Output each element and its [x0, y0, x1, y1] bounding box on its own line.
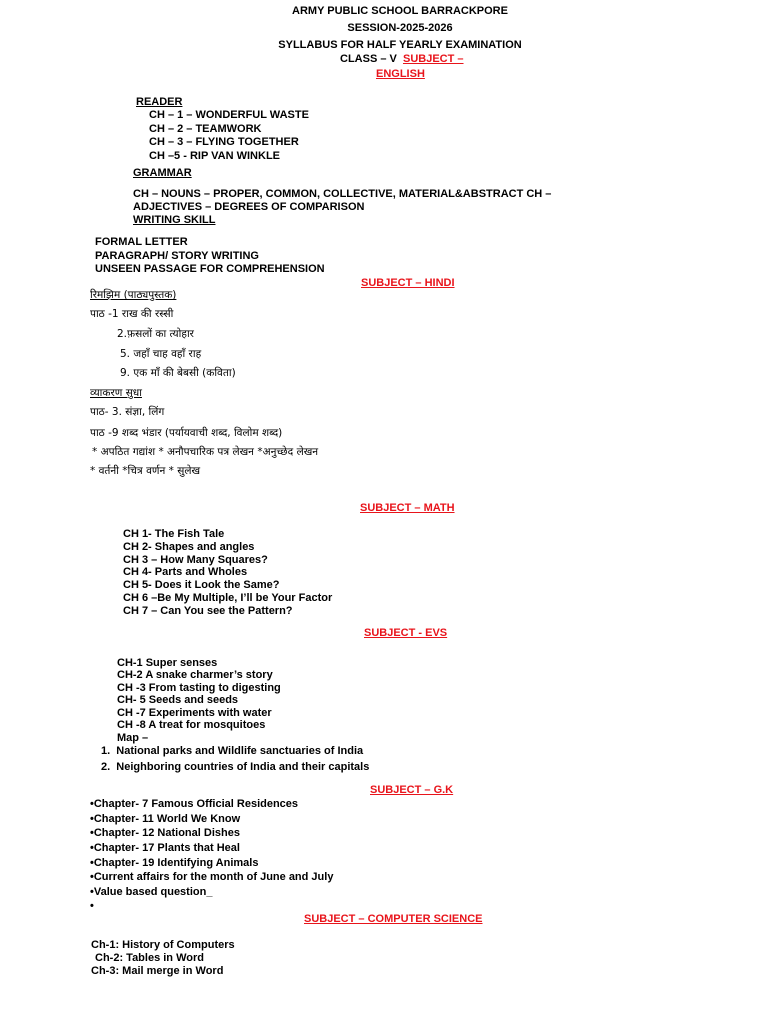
writing-item: FORMAL LETTER	[95, 236, 188, 248]
bullet-icon: •	[90, 900, 94, 912]
evs-chapter: CH-1 Super senses	[117, 657, 218, 669]
subject-computer-heading: SUBJECT – COMPUTER SCIENCE	[304, 913, 483, 925]
evs-map-item-text: Neighboring countries of India and their capitals	[116, 761, 370, 773]
gk-item	[90, 886, 212, 899]
evs-map-item: 2. Neighboring countries of India and their capitals	[101, 761, 370, 773]
bullet-icon: •	[90, 857, 94, 869]
grammar-heading: GRAMMAR	[133, 167, 192, 179]
subject-evs-heading: SUBJECT - EVS	[364, 627, 448, 639]
bullet-icon: •	[90, 813, 94, 825]
hindi-lesson: 9. एक माँ की बेबसी (कविता)	[120, 367, 236, 379]
evs-map-item: 1. National parks and Wildlife sanctuaries of India	[101, 745, 364, 757]
bullet-icon: •	[90, 827, 94, 839]
evs-chapter: CH-2 A snake charmer’s story	[117, 669, 273, 681]
reader-heading: READER	[136, 96, 183, 108]
gk-item	[90, 871, 333, 884]
subject-math-heading: SUBJECT – MATH	[360, 502, 455, 514]
evs-chapter: CH- 5 Seeds and seeds	[117, 694, 239, 706]
gk-item	[90, 798, 298, 811]
school-name: ARMY PUBLIC SCHOOL BARRACKPORE	[292, 5, 508, 17]
hindi-lesson: 5. जहाँ चाह वहाँ राह	[120, 348, 202, 360]
gk-item	[90, 857, 258, 870]
hindi-lesson: 2.फ़सलों का त्योहार	[117, 328, 194, 340]
gk-item-text: Chapter- 17 Plants that Heal	[93, 842, 240, 854]
gk-item-text: Current affairs for the month of June and July	[93, 871, 334, 883]
evs-map-item-text: National parks and Wildlife sanctuaries of India	[116, 745, 364, 757]
computer-chapter: Ch-1: History of Computers	[91, 939, 235, 951]
computer-chapter: Ch-2: Tables in Word	[95, 952, 204, 964]
hindi-grammar-item: पाठ- 3. संज्ञा, लिंग	[90, 406, 165, 418]
subject-english-heading: ENGLISH	[376, 68, 425, 80]
syllabus-title: SYLLABUS FOR HALF YEARLY EXAMINATION	[278, 39, 522, 51]
reader-item: CH – 1 – WONDERFUL WASTE	[149, 109, 309, 121]
computer-chapter: Ch-3: Mail merge in Word	[91, 965, 224, 977]
subject-prefix: SUBJECT –	[402, 53, 464, 65]
gk-item-text: Chapter- 12 National Dishes	[93, 827, 240, 839]
hindi-grammar-item: * अपठित गद्यांश * अनौपचारिक पत्र लेखन *अनुच्छेद लेखन	[92, 446, 319, 458]
math-chapter: CH 5- Does it Look the Same?	[123, 579, 280, 591]
subject-hindi-heading: SUBJECT – HINDI	[361, 277, 455, 289]
session: SESSION-2025-2026	[347, 22, 453, 34]
gk-item-text: Chapter- 7 Famous Official Residences	[93, 798, 299, 810]
math-chapter: CH 3 – How Many Squares?	[123, 554, 268, 566]
bullet-icon: •	[90, 798, 94, 810]
math-chapter: CH 7 – Can You see the Pattern?	[123, 605, 293, 617]
reader-item: CH –5 - RIP VAN WINKLE	[149, 150, 280, 162]
grammar-line: CH – NOUNS – PROPER, COMMON, COLLECTIVE, MATERIAL&ABSTRACT CH –	[133, 188, 552, 200]
reader-item: CH – 2 – TEAMWORK	[149, 123, 262, 135]
gk-item	[90, 813, 240, 826]
evs-chapter: CH -3 From tasting to digesting	[117, 682, 281, 694]
math-chapter: CH 4- Parts and Wholes	[123, 566, 248, 578]
writing-heading: WRITING SKILL	[133, 214, 216, 226]
grammar-line: ADJECTIVES – DEGREES OF COMPARISON	[133, 201, 365, 213]
hindi-grammar-item: पाठ -9 शब्द भंडार (पर्यायवाची शब्द, विलोम शब्द)	[90, 427, 283, 439]
gk-item-text: Value based question_	[93, 886, 213, 898]
writing-item: PARAGRAPH/ STORY WRITING	[95, 250, 259, 262]
reader-item: CH – 3 – FLYING TOGETHER	[149, 136, 299, 148]
gk-item	[90, 827, 240, 840]
subject-gk-heading: SUBJECT – G.K	[370, 784, 454, 796]
gk-item-text: Chapter- 11 World We Know	[93, 813, 241, 825]
hindi-grammar-item: * वर्तनी *चित्र वर्णन * सुलेख	[90, 465, 201, 477]
class-line	[340, 53, 464, 66]
evs-chapter: CH -8 A treat for mosquitoes	[117, 719, 266, 731]
bullet-icon: •	[90, 842, 94, 854]
hindi-lesson: पाठ -1 राख की रस्सी	[90, 308, 174, 320]
evs-chapter: CH -7 Experiments with water	[117, 707, 272, 719]
math-chapter: CH 6 –Be My Multiple, I’ll be Your Factor	[123, 592, 333, 604]
math-chapter: CH 2- Shapes and angles	[123, 541, 255, 553]
bullet-icon: •	[90, 886, 94, 898]
hindi-book-title: रिमझिम (पाठ्यपुस्तक)	[90, 289, 177, 301]
gk-item-text: Chapter- 19 Identifying Animals	[93, 857, 259, 869]
bullet-icon: •	[90, 871, 94, 883]
gk-item	[90, 842, 240, 855]
gk-item	[90, 900, 94, 913]
hindi-grammar-title: व्याकरण सुधा	[90, 387, 142, 399]
math-chapter: CH 1- The Fish Tale	[123, 528, 225, 540]
evs-map-label: Map –	[117, 732, 149, 744]
class-label: CLASS – V	[340, 53, 397, 65]
writing-item: UNSEEN PASSAGE FOR COMPREHENSION	[95, 263, 325, 275]
